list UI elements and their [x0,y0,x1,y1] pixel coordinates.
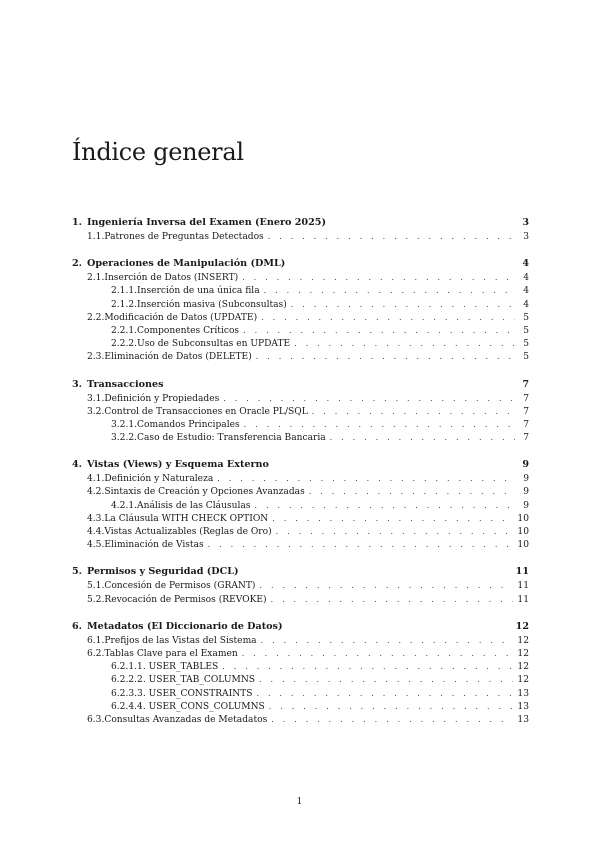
toc-entry-title: Concesión de Permisos (GRANT) [104,581,256,592]
toc-section-entry[interactable] [72,525,529,538]
toc-dot-leader [259,579,513,592]
toc-dot-leader [330,431,515,444]
toc-section-entry[interactable] [72,647,529,660]
toc-dot-leader [269,700,514,713]
toc-entry-number: 4.1. [87,474,105,485]
toc-entry-title: Componentes Críticos [137,325,240,336]
toc-entry-page: 9 [523,487,529,498]
page-number: 1 [296,797,303,807]
toc-chapter [72,564,529,605]
toc-entry-page: 10 [517,540,529,551]
toc-entry-title: Eliminación de Vistas [104,540,204,551]
toc-entry-title: 1. USER_TABLES [137,662,219,673]
toc-entry-title: Sintaxis de Creación y Opciones Avanzadas [104,487,305,498]
toc-entry-page: 10 [517,513,529,524]
toc-section-entry[interactable] [72,512,529,525]
toc-entry-title: Ingeniería Inversa del Examen (Enero 2025) [87,217,326,228]
toc-entry-number: 1. [72,217,83,228]
toc-entry-title: Definición y Naturaleza [104,474,214,485]
toc-dot-leader [271,713,513,726]
toc-entry-page: 7 [523,419,529,430]
toc-subsection-entry[interactable] [72,337,529,350]
toc-entry-number: 6. [72,620,83,632]
toc-chapter-entry[interactable] [72,564,529,579]
toc-entry-number: 4.3. [87,513,105,524]
toc-entry-title: Tablas Clave para el Examen [104,648,238,659]
toc-entry-number: 5.2. [87,594,105,605]
toc-dot-leader [261,311,515,324]
toc-entry-number: 5.1. [87,581,105,592]
toc-chapter [72,215,529,243]
toc-chapter-entry[interactable] [72,256,529,271]
toc-entry-number: 2.3. [87,352,105,363]
toc-entry-page: 7 [523,406,529,417]
toc-dot-leader [259,673,513,686]
toc-dot-leader [254,499,515,512]
toc-entry-number: 2.2. [87,312,105,323]
toc-entry-number: 6.2.2. [111,675,138,686]
toc-entry-page: 7 [523,433,529,444]
toc-dot-leader [294,337,515,350]
toc-dot-leader [244,418,515,431]
toc-chapter [72,457,529,551]
toc-subsection-entry[interactable] [72,687,529,700]
toc-subsection-entry[interactable] [72,324,529,337]
toc-dot-leader [242,271,515,284]
toc-entry-number: 2. [72,258,83,270]
toc-entry-page: 3 [523,232,529,242]
toc-entry-title: Uso de Subconsultas en UPDATE [137,339,291,350]
toc-entry-title: Definición y Propiedades [104,393,220,404]
toc-dot-leader [256,350,515,363]
toc-dot-leader [223,392,515,405]
toc-entry-number: 2.1.2. [111,299,138,310]
toc-entry-title: Vistas Actualizables (Reglas de Oro) [104,527,272,537]
toc-entry-number: 1.1. [87,232,105,242]
toc-chapter-entry[interactable] [72,215,529,230]
toc-entry-page: 12 [517,662,529,673]
toc-section-entry[interactable] [72,350,529,363]
toc-entry-number: 4.4. [87,527,105,537]
toc-entry-title: Vistas (Views) y Esquema Externo [87,459,269,471]
toc-subsection-entry[interactable] [72,700,529,713]
toc-entry-page: 12 [517,648,529,659]
toc-section-entry[interactable] [72,713,529,726]
toc-entry-title: La Cláusula WITH CHECK OPTION [104,513,269,524]
toc-entry-number: 6.3. [87,714,105,725]
toc-entry-page: 11 [517,594,529,605]
toc-entry-title: Patrones de Preguntas Detectados [104,232,264,242]
toc-chapter-entry[interactable] [72,619,529,634]
toc-entry-page: 5 [523,312,529,323]
toc-dot-leader [242,647,514,660]
toc-section-entry[interactable] [72,634,529,647]
toc-entry-title: Eliminación de Datos (DELETE) [104,352,252,363]
toc-entry-number: 3. [72,378,83,390]
toc-entry-title: Análisis de las Cláusulas [137,500,251,511]
toc-section-entry[interactable] [72,230,529,243]
toc-entry-page: 4 [523,273,529,284]
toc-entry-title: Consultas Avanzadas de Metadatos [104,714,268,725]
toc-dot-leader [291,298,515,311]
toc-dot-leader [309,485,515,498]
toc-dot-leader [222,660,513,673]
toc-subsection-entry[interactable] [72,660,529,673]
toc-dot-leader [261,634,514,647]
toc-dot-leader [272,512,513,525]
toc-entry-title: Inserción de Datos (INSERT) [104,273,239,284]
toc-entry-title: Metadatos (El Diccionario de Datos) [87,620,283,632]
toc-section-entry[interactable] [72,579,529,592]
toc-entry-page: 4 [523,286,529,297]
toc-entry-number: 6.1. [87,635,105,646]
toc-section-entry[interactable] [72,485,529,498]
toc-entry-title: Transacciones [87,378,164,390]
toc-section-entry[interactable] [72,392,529,405]
toc-entry-number: 3.1. [87,393,105,404]
toc-entry-number: 5. [72,566,83,578]
toc-entry-page: 12 [517,675,529,686]
toc-entry-title: 3. USER_CONSTRAINTS [137,688,253,699]
toc-section-entry[interactable] [72,472,529,485]
toc-subsection-entry[interactable] [72,298,529,311]
toc-subsection-entry[interactable] [72,431,529,444]
toc-entry-title: Comandos Principales [137,419,240,430]
toc-entry-number: 6.2.4. [111,701,138,712]
toc-entry-title: Inserción de una única fila [137,286,260,297]
toc-entry-number: 3.2.2. [111,433,138,444]
toc-chapter-entry[interactable] [72,377,529,392]
toc-entry-page: 5 [523,352,529,363]
toc-entry-title: Control de Transacciones en Oracle PL/SQL [104,406,308,417]
toc-entry-number: 2.2.2. [111,339,138,350]
toc-entry-number: 4.5. [87,540,105,551]
toc-entry-page: 5 [523,339,529,350]
toc-entry-page: 13 [517,714,529,725]
toc-dot-leader [276,525,514,538]
toc-dot-leader [243,324,515,337]
toc-dot-leader [268,230,515,243]
toc-section-entry[interactable] [72,405,529,418]
toc-chapter-entry[interactable] [72,457,529,472]
toc-section-entry[interactable] [72,538,529,551]
toc-dot-leader [271,593,514,606]
toc-entry-number: 3.2. [87,406,105,417]
toc-entry-number: 4. [72,459,83,471]
toc-entry-page: 9 [522,459,529,471]
toc-chapter [72,377,529,445]
toc-entry-title: Modificación de Datos (UPDATE) [104,312,258,323]
toc-entry-number: 4.2.1. [111,500,138,511]
toc-entry-page: 11 [517,581,529,592]
toc-entry-page: 12 [515,620,529,632]
page-title: Índice general [72,138,244,166]
toc-entry-page: 7 [522,378,529,390]
toc-entry-page: 13 [517,701,529,712]
toc-subsection-entry[interactable] [72,284,529,297]
toc-subsection-entry[interactable] [72,673,529,686]
toc-entry-page: 7 [523,393,529,404]
toc-entry-page: 10 [517,527,529,537]
toc-entry-title: Prefijos de las Vistas del Sistema [104,635,257,646]
toc-entry-number: 6.2.3. [111,688,138,699]
toc-section-entry[interactable] [72,593,529,606]
toc-entry-number: 4.2. [87,487,105,498]
toc-subsection-entry[interactable] [72,499,529,512]
toc-entry-title: Inserción masiva (Subconsultas) [137,299,287,310]
toc-entry-number: 6.2.1. [111,662,138,673]
toc-dot-leader [312,405,515,418]
toc-chapter [72,619,529,726]
toc-dot-leader [217,472,515,485]
toc-entry-page: 11 [515,566,529,578]
toc-entry-number: 3.2.1. [111,419,138,430]
toc-entry-number: 2.2.1. [111,325,138,336]
toc-entry-title: Permisos y Seguridad (DCL) [87,566,239,578]
toc-entry-page: 9 [523,500,529,511]
toc-dot-leader [208,538,514,551]
toc-entry-page: 4 [522,258,529,270]
toc-subsection-entry[interactable] [72,418,529,431]
toc-chapter [72,256,529,363]
toc-entry-page: 4 [523,299,529,310]
table-of-contents [72,215,529,739]
toc-section-entry[interactable] [72,311,529,324]
toc-entry-title: 4. USER_CONS_COLUMNS [137,701,265,712]
toc-entry-number: 2.1.1. [111,286,138,297]
toc-entry-title: Operaciones de Manipulación (DML) [87,258,286,270]
toc-entry-page: 3 [522,217,529,228]
toc-entry-title: Caso de Estudio: Transferencia Bancaria [137,433,326,444]
toc-entry-number: 6.2. [87,648,105,659]
toc-section-entry[interactable] [72,271,529,284]
toc-entry-page: 5 [523,325,529,336]
toc-entry-page: 13 [517,688,529,699]
toc-entry-title: Revocación de Permisos (REVOKE) [104,594,267,605]
toc-entry-number: 2.1. [87,273,105,284]
toc-entry-title: 2. USER_TAB_COLUMNS [137,675,256,686]
toc-entry-page: 12 [517,635,529,646]
toc-dot-leader [264,284,515,297]
toc-dot-leader [256,687,513,700]
toc-entry-page: 9 [523,474,529,485]
